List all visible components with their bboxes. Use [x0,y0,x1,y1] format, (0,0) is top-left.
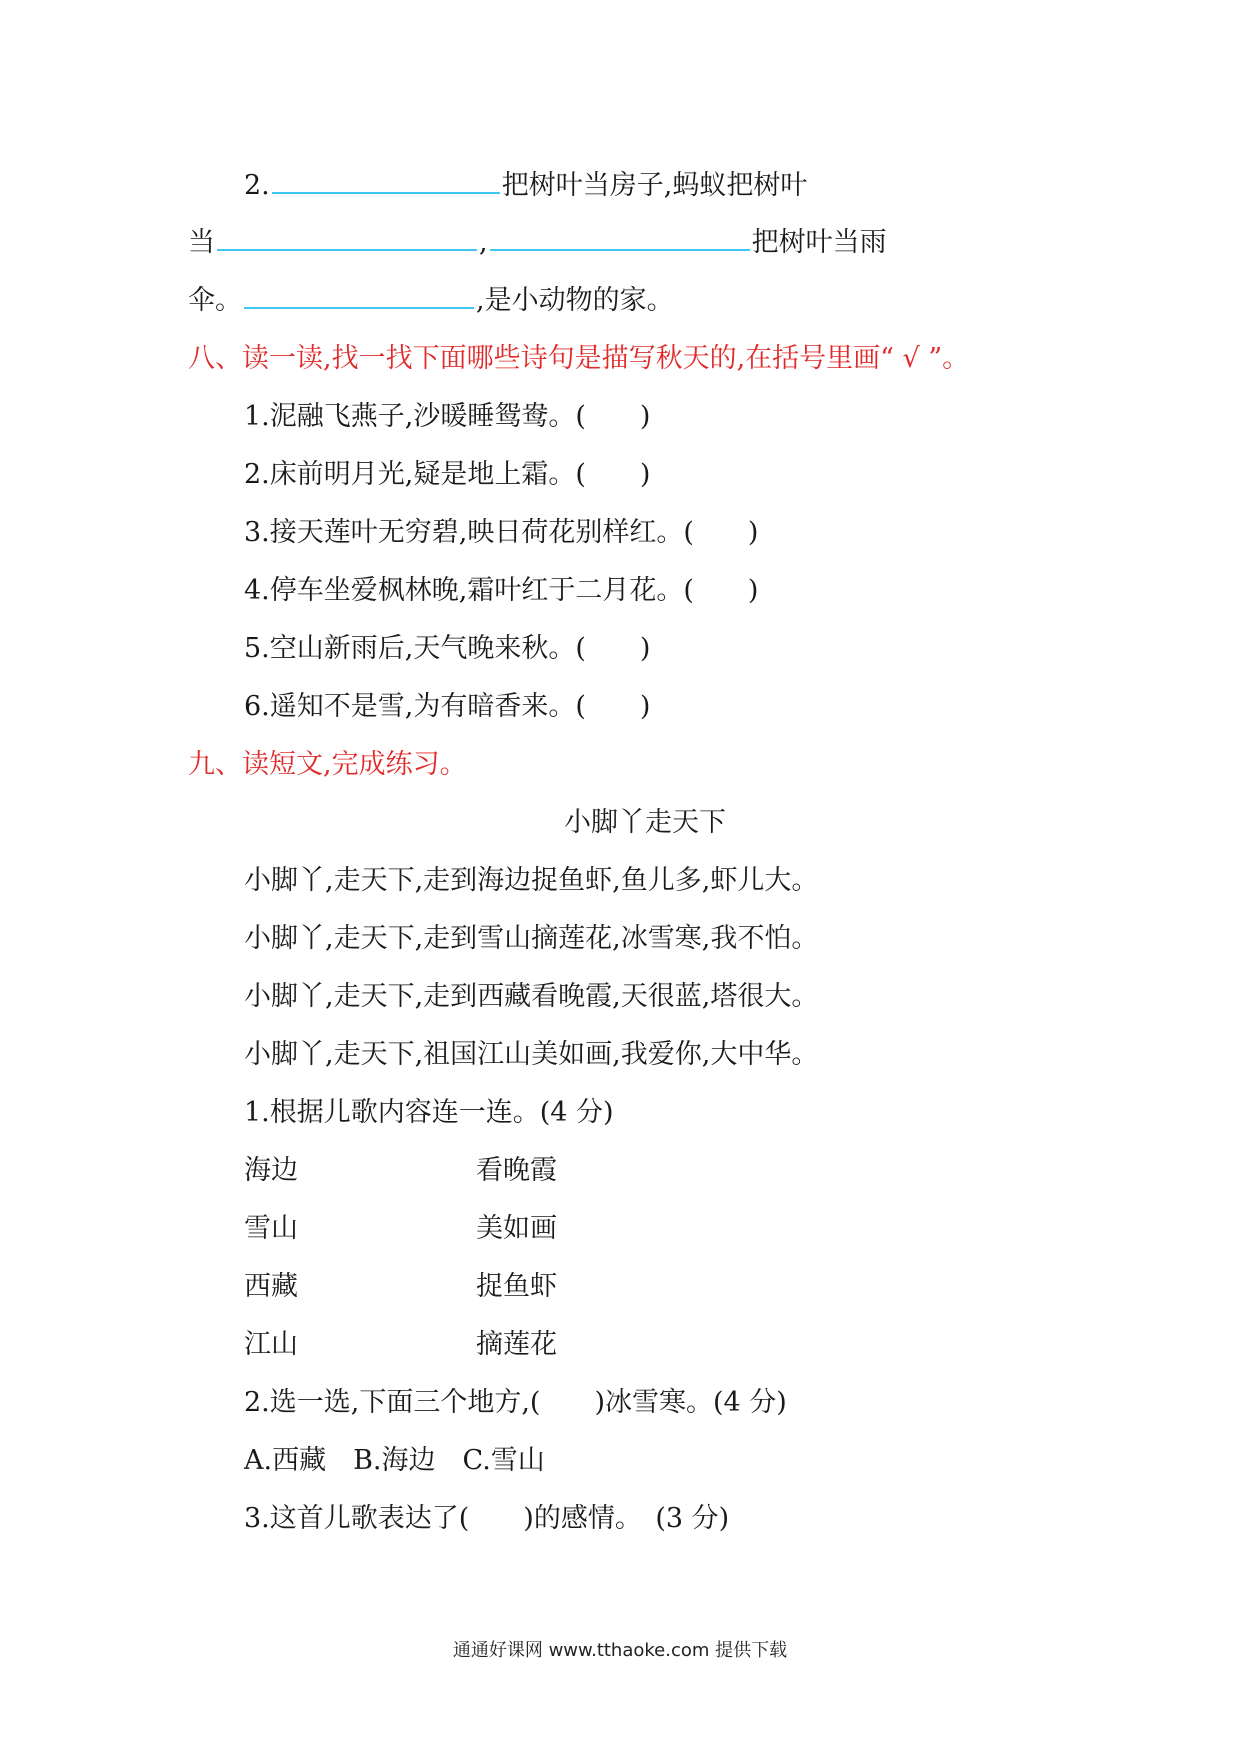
match-left[interactable]: 西藏 [244,1271,298,1302]
match-right[interactable]: 捉鱼虾 [476,1271,557,1302]
fill-text: 把树叶当房子,蚂蚁把树叶 [501,170,808,201]
match-row [244,1151,844,1191]
fill-line-3 [188,281,674,321]
fill-text: 把树叶当雨 [751,227,887,258]
section8-heading: 八、读一读,找一找下面哪些诗句是描写秋天的,在括号里画“ √ ”。 [188,343,970,374]
poem-item: 1.泥融飞燕子,沙暖睡鸳鸯。( ) [244,401,651,432]
poem-item: 6.遥知不是雪,为有暗香来。( ) [244,691,651,722]
fill-text: 当 [188,227,215,258]
question-3: 3.这首儿歌表达了( )的感情。 (3 分) [244,1503,730,1534]
poem-item: 5.空山新雨后,天气晚来秋。( ) [244,633,651,664]
fill-line-1 [244,166,807,206]
poem-line: 小脚丫,走天下,走到西藏看晚霞,天很蓝,塔很大。 [244,981,819,1012]
poem-item: 3.接天莲叶无穷碧,映日荷花别样红。( ) [244,517,759,548]
footer-credit: 通通好课网 www.tthaoke.com 提供下载 [452,1640,788,1661]
section9-heading: 九、读短文,完成练习。 [188,749,467,780]
fill-line-2 [188,223,887,263]
poem-item: 4.停车坐爱枫林晚,霜叶红于二月花。( ) [244,575,759,606]
match-right[interactable]: 看晚霞 [476,1155,557,1186]
poem-line: 小脚丫,走天下,祖国江山美如画,我爱你,大中华。 [244,1039,819,1070]
question-2: 2.选一选,下面三个地方,( )冰雪寒。(4 分) [244,1387,787,1418]
match-right[interactable]: 摘莲花 [476,1329,557,1360]
passage-title: 小脚丫走天下 [564,807,726,838]
answer-blank[interactable] [272,166,500,194]
match-row [244,1267,844,1307]
question-number: 2. [244,170,270,201]
answer-blank[interactable] [244,281,474,309]
question-2-options: A.西藏 B.海边 C.雪山 [244,1445,545,1476]
fill-text: , [479,227,488,258]
poem-line: 小脚丫,走天下,走到雪山摘莲花,冰雪寒,我不怕。 [244,923,819,954]
question-1: 1.根据儿歌内容连一连。(4 分) [244,1097,614,1128]
match-left[interactable]: 海边 [244,1155,298,1186]
match-row [244,1209,844,1249]
fill-text: ,是小动物的家。 [476,285,674,316]
answer-blank[interactable] [490,223,750,251]
poem-line: 小脚丫,走天下,走到海边捉鱼虾,鱼儿多,虾儿大。 [244,865,819,896]
match-right[interactable]: 美如画 [476,1213,557,1244]
match-left[interactable]: 江山 [244,1329,298,1360]
answer-blank[interactable] [217,223,477,251]
poem-item: 2.床前明月光,疑是地上霜。( ) [244,459,651,490]
match-left[interactable]: 雪山 [244,1213,298,1244]
fill-text: 伞。 [188,285,242,316]
match-row [244,1325,844,1365]
